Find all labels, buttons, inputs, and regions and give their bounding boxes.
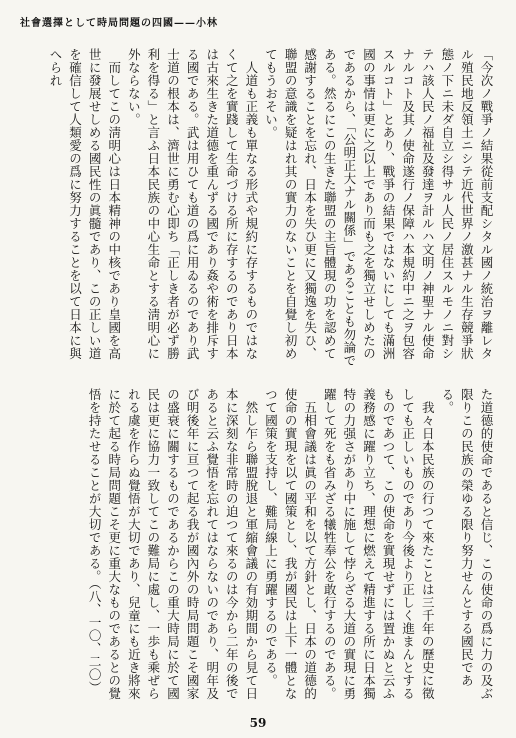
paragraph: 人道も正義も單なる形式や規約に存するものではなくて之を實踐して生命づける所に存するのであり日本は古來生きた道德を重んずる國であり姦や術を排斥する國である。武は用ひても道の爲に用ゐるのであり武士道の根本は、濟世に勇む心即ち「正しき者が必ず勝利を得る」と言ふ日本民族の中心生命とする淸明心に外ならない。 [126,48,259,360]
paragraph-quote-continuation: 「今次ノ戰爭ノ結果從前支配シタル國ノ統治ヲ離レタル殖民地反領土ニシテ近代世界ノ激甚ナル生存競爭狀態ノ下ニ未ダ自立シ得サル人民ノ居住スルモノニ對シテハ該人民ノ福祉及發達ヲ計ルハ文明ノ神聖ナル使命ナルコト及其ノ使命遂行ノ保障ハ本規約中ニ之ヲ包容スルコト」とあり、戰爭の結果ではないにしても滿洲國の事情は更に之以上であり而も之を獨立せしめたのであるから、「公明正大ナル關係」であることも勿論である。然るにこの生きた聯盟の主旨體現の功を認めて感謝することを忘れ、日本を失ひ更に又獨逸を失ひ、聯盟の意識を疑はれ其の實力のないことを自覺し初めてもうおそい。 [263,48,494,367]
paragraph: 然し乍ら聯盟脫退と軍縮會議の有効期間から見て日本に深刻な非常時の迫つて來るのは今から二年の後であると云ふ覺悟を忘れてはならないのであり、明年及び明後年に亘つて起る我が國內外の時局問題こそ國家の盛衰に關するものであるからこの重大時局に於て國民は更に協力一致してこの難局に處し、一歩も乘ぜられる虞を作らぬ覺悟が大切であり、兒童にも近き將來に於て起る時局問題こそ更に重大なものであるとの覺悟を持たせることが大切である。（八、一〇、二〇） [87,388,259,700]
page-number: 59 [249,716,267,730]
running-header: 社會選擇として時局問題の四國——小林 [20,18,218,28]
lower-text-block [20,388,496,712]
paragraph: 五相會議は眞の平和を以て方針とし、日本の道德的使命の實現を以て國策とし、我が國民は上下一體となつて國策を支持し、難局線上に勇躍するのである。 [263,388,318,700]
paragraph: 我々日本民族の行つて來たことは三千年の歷史に徵しても正しいものであり今後より正しく進まんとするものであつて、この使命を實現せずには置かぬと云ふ義務感に躍り立ち、理想に燃えて精進する所に日本獨特の力强さがあり中に施して悖らざる大道の實現に勇躍して死をも省みざる犧牲奉公を敢行するのである。 [322,388,436,700]
upper-text-block [20,48,496,370]
paragraph: 而してこの淸明心は日本精神の中核であり皇國を高世に發展せしめる國民性の眞髓であり、この正しい道を確信して人類愛の爲に努力することを以て日本に與へられ [47,48,122,360]
paragraph-continuation: た道德的使命であると信じ、この使命の爲に力の及ぶ限りこの民族の榮ゆる限り努力せんとする國民である。 [439,388,494,700]
